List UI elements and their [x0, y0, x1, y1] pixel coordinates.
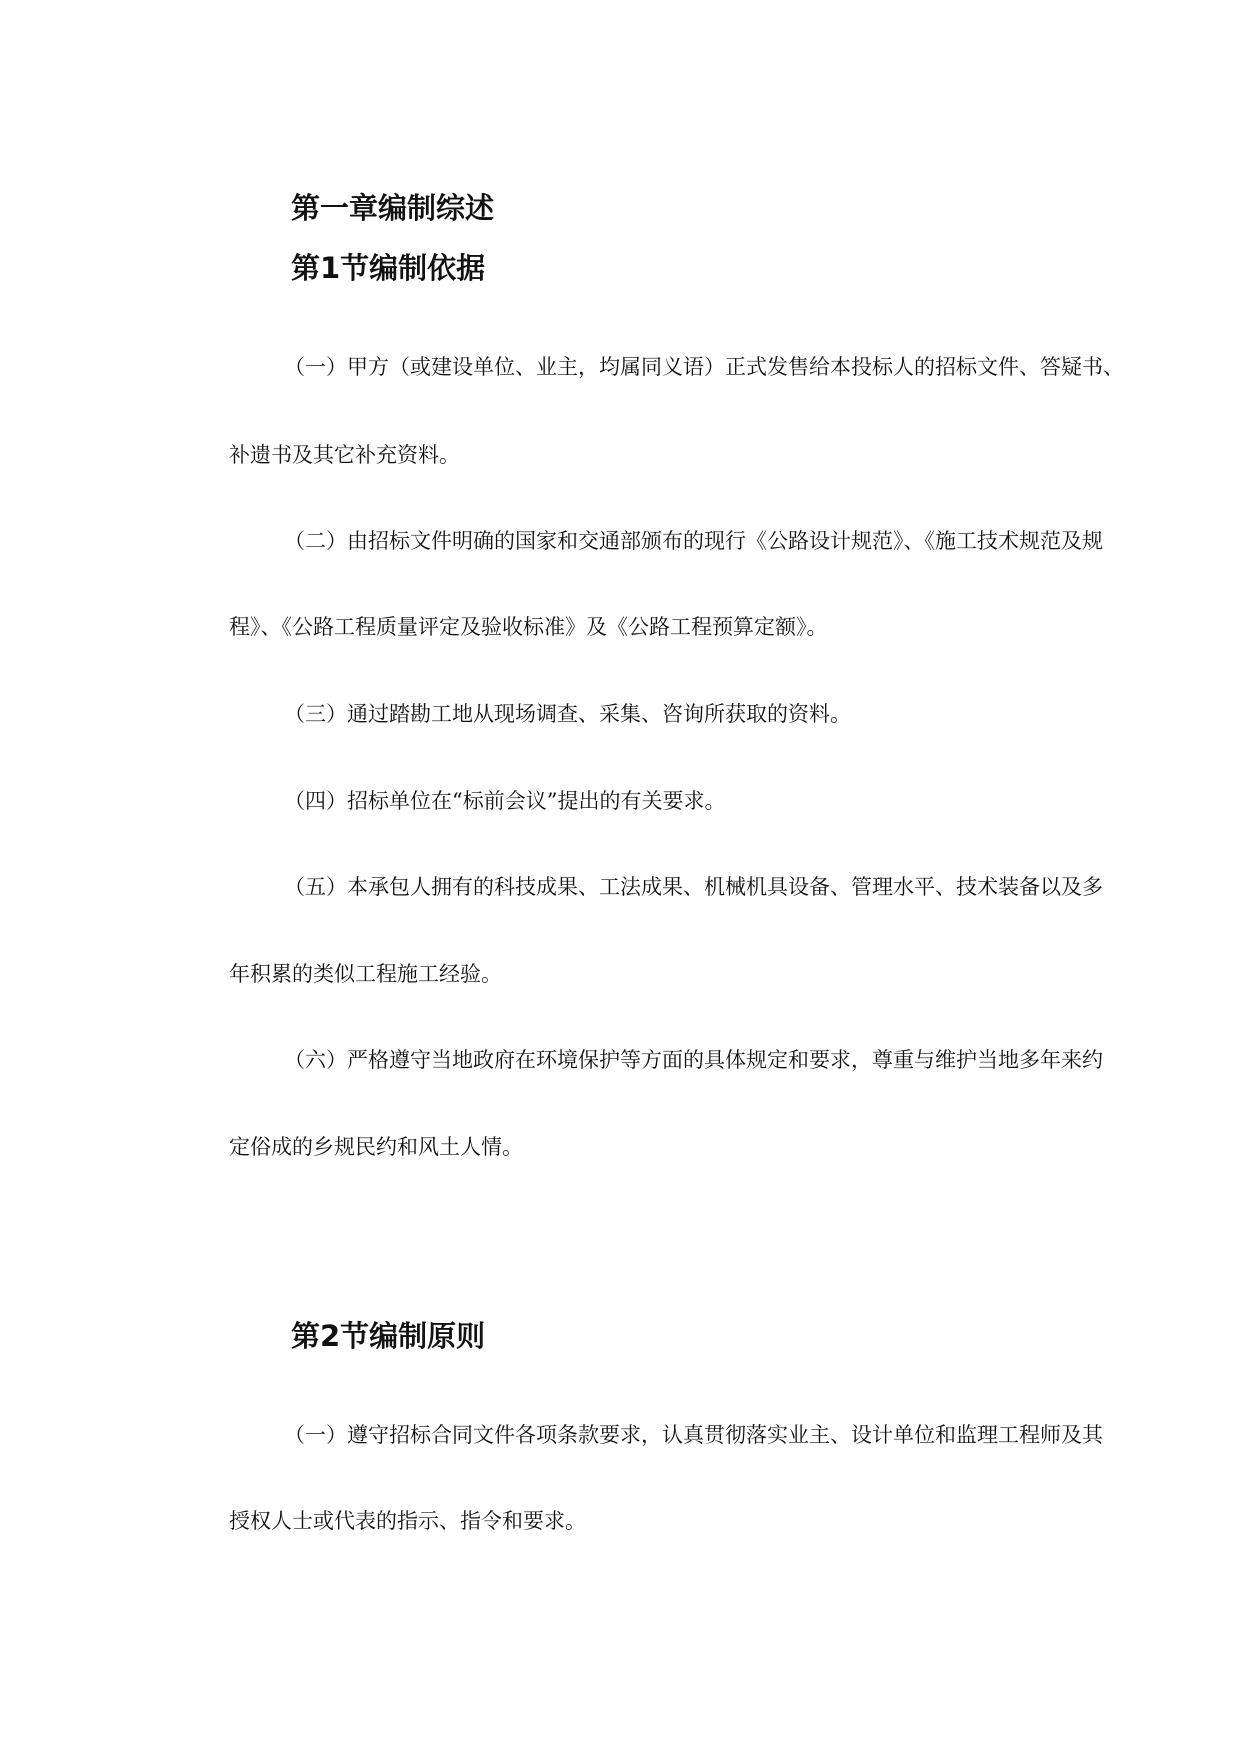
paragraph-line: （四）招标单位在“标前会议”提出的有关要求。: [284, 789, 726, 813]
paragraph-line: 授权人士或代表的指示、指令和要求。: [229, 1509, 586, 1533]
paragraph-line: （一）甲方（或建设单位、业主，均属同义语）正式发售给本投标人的招标文件、答疑书、: [284, 355, 1124, 379]
paragraph-line: 程》、《公路工程质量评定及验收标准》及《公路工程预算定额》。: [229, 615, 828, 639]
paragraph-line: （二）由招标文件明确的国家和交通部颁布的现行《公路设计规范》、《施工技术规范及规: [284, 529, 1103, 553]
paragraph-line: 补遗书及其它补充资料。: [229, 443, 460, 467]
paragraph-line: 年积累的类似工程施工经验。: [229, 962, 502, 986]
paragraph-line: （五）本承包人拥有的科技成果、工法成果、机械机具设备、管理水平、技术装备以及多: [284, 875, 1103, 899]
section-title: 第2节编制原则: [291, 1319, 486, 1353]
chapter-title: 第一章编制综述: [291, 191, 495, 225]
paragraph-line: （六）严格遵守当地政府在环境保护等方面的具体规定和要求，尊重与维护当地多年来约: [284, 1048, 1103, 1072]
paragraph-line: （三）通过踏勘工地从现场调查、采集、咨询所获取的资料。: [284, 702, 851, 726]
paragraph-line: （一）遵守招标合同文件各项条款要求，认真贯彻落实业主、设计单位和监理工程师及其: [284, 1423, 1103, 1447]
paragraph-line: 定俗成的乡规民约和风土人情。: [229, 1135, 523, 1159]
section-title: 第1节编制依据: [291, 251, 486, 285]
